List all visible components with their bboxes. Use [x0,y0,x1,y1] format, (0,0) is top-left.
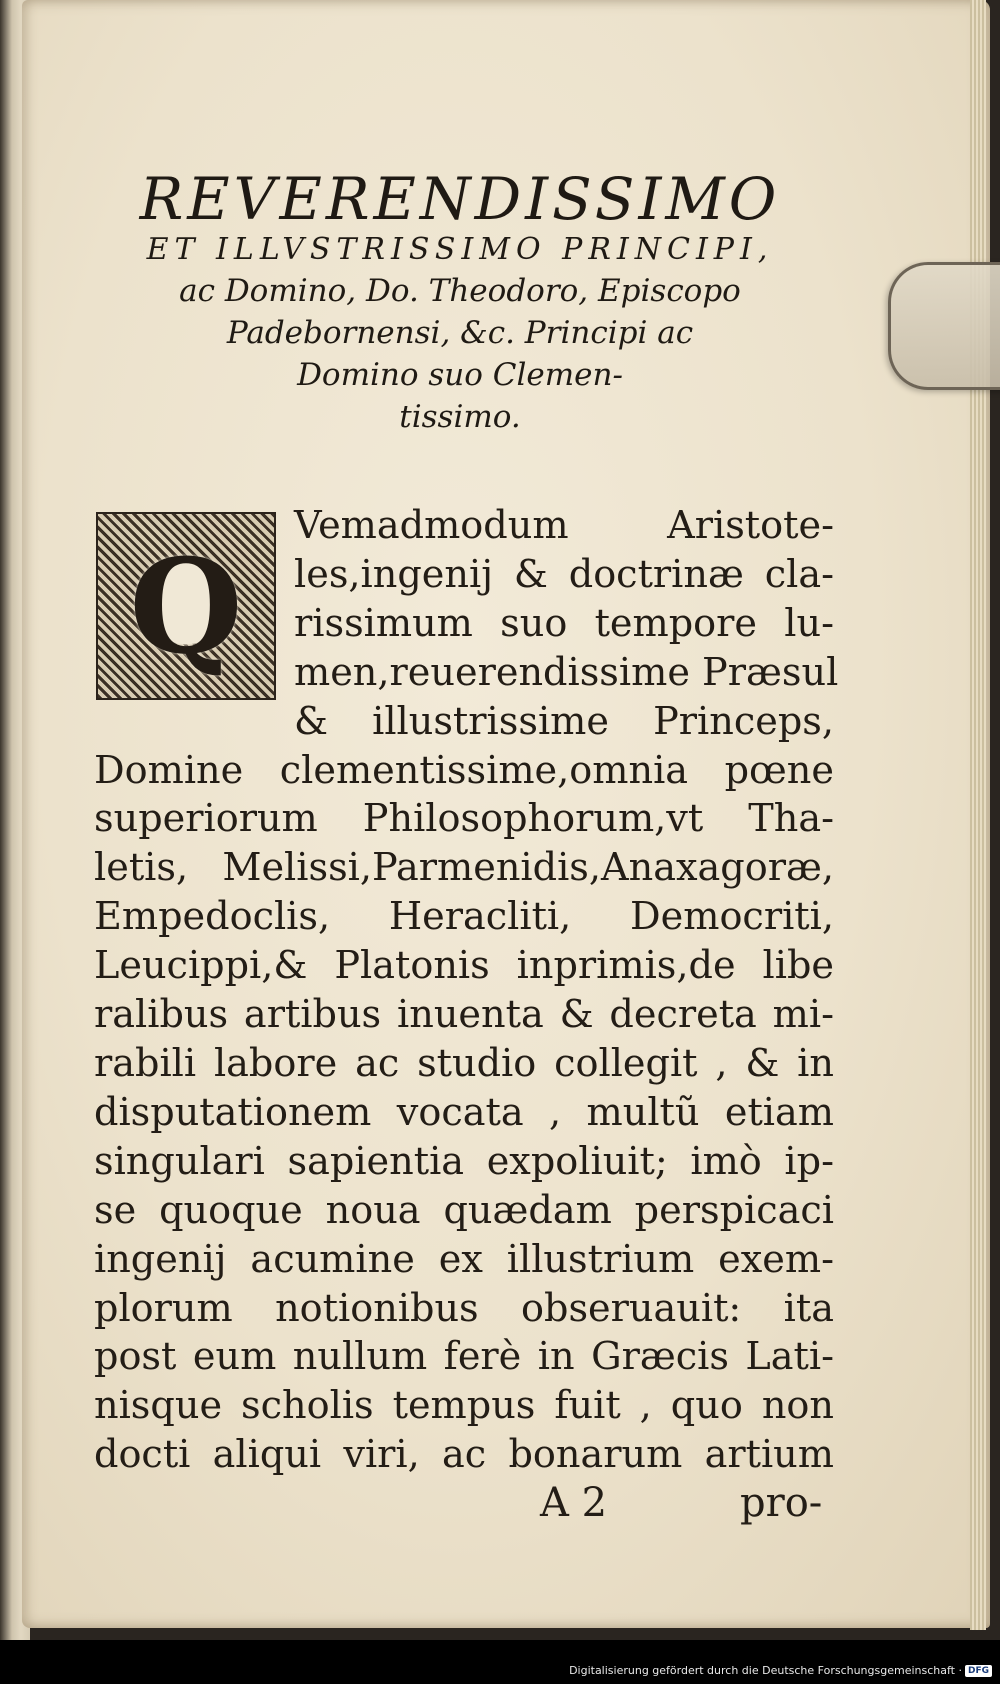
text-line: disputationem vocata , multũ etiam [94,1090,834,1135]
text-line: ralibus artibus inuenta & decreta mi- [94,993,834,1038]
title-sub: ET ILLVSTRISSIMO PRINCIPI, [146,232,774,267]
text-line: letis, Melissi,Parmenidis,Anaxagoræ, [94,846,834,891]
dfg-logo: DFG [965,1665,992,1677]
credit-text: Digitalisierung gefördert durch die Deutsche Forschungsgemeinschaft · [569,1664,962,1677]
page-clip [888,262,1000,390]
text-line: Leucippi,& Platonis inprimis,de libe [94,944,834,989]
text-line: rabili labore ac studio collegit , & in [94,1041,834,1086]
title-main: REVERENDISSIMO [139,165,781,233]
title-line: Padebornensi, &c. Principi ac [226,315,694,351]
signature-mark: A 2 [540,1480,608,1526]
dedication-title [80,165,840,438]
text-line: men,reuerendissime Præsul [294,650,839,695]
page-edge [970,0,986,1630]
body-text [94,502,839,1480]
initial-letter: Q [129,529,243,683]
text-line: Vemadmodum Aristote- [294,504,834,548]
text-line: post eum nullum ferè in Græcis Lati- [94,1335,834,1380]
text-line: Empedoclis, Heracliti, Democriti, [94,895,834,940]
digitization-credit [569,1664,992,1677]
text-line: rissimum suo tempore lu- [294,601,834,646]
text-line: docti aliqui viri, ac bonarum artium [94,1433,834,1478]
text-line: & illustrissime Princeps, [294,699,834,744]
text-line: ingenij acumine ex illustrium exem- [94,1237,834,1282]
text-line: superiorum Philosophorum,vt Tha- [94,797,834,842]
text-line: singulari sapientia expoliuit; imò ip- [94,1139,834,1184]
title-line: ac Domino, Do. Theodoro, Episcopo [179,273,741,309]
text-line: se quoque noua quædam perspicaci [94,1188,834,1233]
bottom-strip [0,1640,1000,1684]
title-line: tissimo. [399,399,521,435]
text-line: plorum notionibus obseruauit: ita [94,1286,834,1331]
catchword: pro- [740,1480,823,1526]
text-line: Domine clementissime,omnia pœne [94,748,834,793]
text-line: nisque scholis tempus fuit , quo non [94,1384,834,1429]
title-line: Domino suo Clemen- [297,357,623,393]
text-line: les,ingenij & doctrinæ cla- [294,552,834,597]
